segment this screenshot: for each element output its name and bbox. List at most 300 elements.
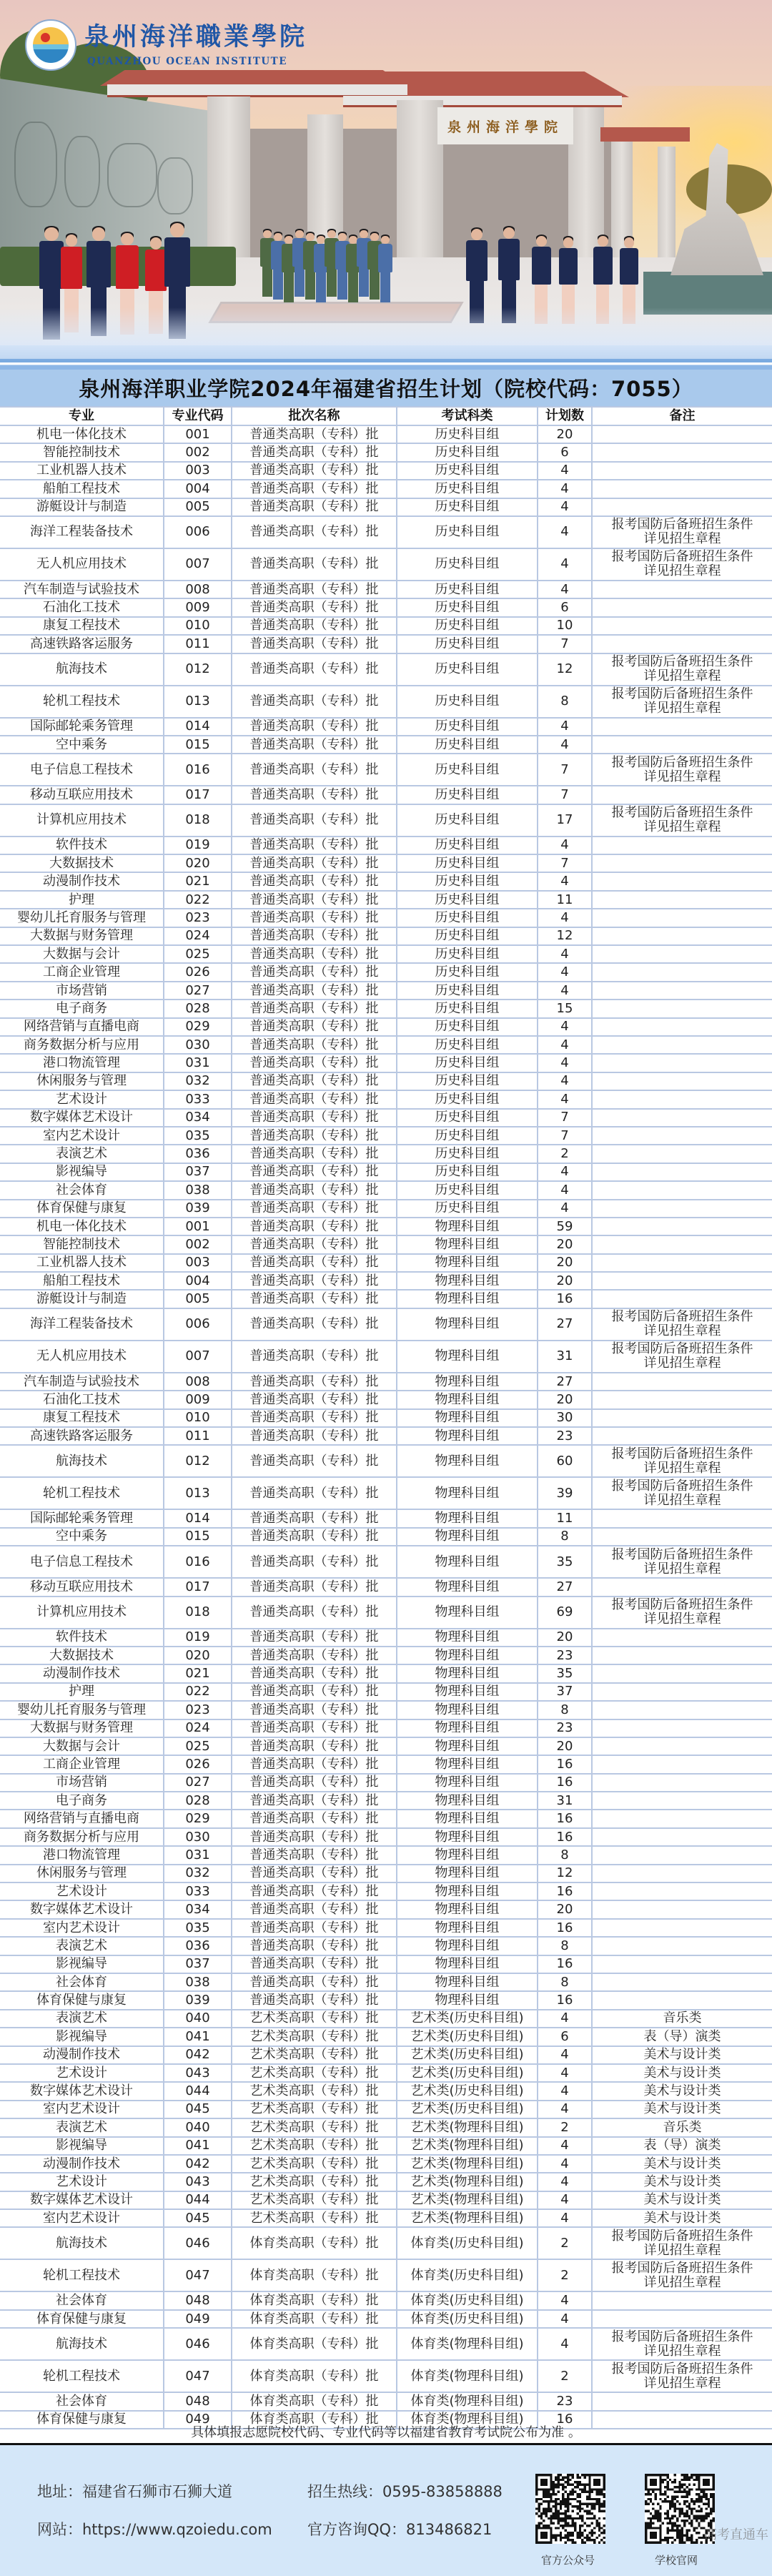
batch-cell: 普通类高职（专科）批 xyxy=(232,1341,397,1373)
batch-cell: 普通类高职（专科）批 xyxy=(232,1218,397,1235)
major-code-cell: 026 xyxy=(164,963,232,981)
major-cell: 大数据与会计 xyxy=(0,1737,164,1755)
subject-cell: 物理科目组 xyxy=(397,1683,538,1701)
major-cell: 大数据与会计 xyxy=(0,945,164,963)
major-code-cell: 001 xyxy=(164,425,232,443)
major-cell: 室内艺术设计 xyxy=(0,2101,164,2118)
table-row xyxy=(0,1865,772,1882)
plan-count-cell: 2 xyxy=(538,1145,592,1163)
remarks-cell xyxy=(592,635,772,653)
batch-cell: 普通类高职（专科）批 xyxy=(232,1477,397,1509)
remarks-cell xyxy=(592,1018,772,1036)
header-remarks: 备注 xyxy=(592,407,772,425)
batch-cell: 普通类高职（专科）批 xyxy=(232,598,397,616)
remarks-cell: 报考国防后备班招生条件 详见招生章程 xyxy=(592,516,772,548)
remarks-cell: 报考国防后备班招生条件 详见招生章程 xyxy=(592,1546,772,1578)
batch-cell: 普通类高职（专科）批 xyxy=(232,1145,397,1163)
batch-cell: 普通类高职（专科）批 xyxy=(232,1163,397,1181)
major-cell: 休闲服务与管理 xyxy=(0,1865,164,1882)
table-row xyxy=(0,963,772,981)
major-code-cell: 049 xyxy=(164,2411,232,2429)
major-cell: 电子信息工程技术 xyxy=(0,754,164,786)
remarks-cell: 美术与设计类 xyxy=(592,2209,772,2227)
remarks-cell xyxy=(592,982,772,1000)
table-row xyxy=(0,1991,772,2009)
table-row xyxy=(0,982,772,1000)
remarks-cell xyxy=(592,581,772,598)
subject-cell: 体育类(历史科目组) xyxy=(397,2259,538,2291)
website-link[interactable]: 网站：https://www.qzoiedu.com xyxy=(37,2521,272,2538)
remarks-cell xyxy=(592,1664,772,1682)
subject-cell: 物理科目组 xyxy=(397,1664,538,1682)
plan-count-cell: 4 xyxy=(538,2173,592,2191)
batch-cell: 普通类高职（专科）批 xyxy=(232,1018,397,1036)
pillar xyxy=(658,147,676,261)
major-cell: 计算机应用技术 xyxy=(0,1597,164,1629)
plan-count-cell: 2 xyxy=(538,2360,592,2392)
plan-count-cell: 20 xyxy=(538,1254,592,1272)
remarks-cell xyxy=(592,718,772,736)
pillar xyxy=(397,100,443,265)
table-row xyxy=(0,909,772,927)
batch-cell: 普通类高职（专科）批 xyxy=(232,1737,397,1755)
major-cell: 海洋工程装备技术 xyxy=(0,1308,164,1341)
subject-cell: 艺术类(物理科目组) xyxy=(397,2155,538,2173)
plan-count-cell: 2 xyxy=(538,2259,592,2291)
subject-cell: 体育类(物理科目组) xyxy=(397,2328,538,2360)
table-row xyxy=(0,2328,772,2360)
header-subject: 考试科类 xyxy=(397,407,538,425)
batch-cell: 普通类高职（专科）批 xyxy=(232,1973,397,1991)
major-cell: 网络营销与直播电商 xyxy=(0,1018,164,1036)
plan-count-cell: 37 xyxy=(538,1683,592,1701)
plan-count-cell: 27 xyxy=(538,1373,592,1391)
subject-cell: 历史科目组 xyxy=(397,462,538,480)
plan-count-cell: 12 xyxy=(538,653,592,686)
plan-count-cell: 16 xyxy=(538,2411,592,2429)
plan-count-cell: 30 xyxy=(538,1409,592,1427)
plan-count-cell: 23 xyxy=(538,1427,592,1445)
table-row xyxy=(0,1090,772,1108)
remarks-cell: 报考国防后备班招生条件 详见招生章程 xyxy=(592,1477,772,1509)
remarks-cell xyxy=(592,1036,772,1054)
remarks-cell xyxy=(592,1509,772,1527)
major-cell: 动漫制作技术 xyxy=(0,872,164,890)
major-cell: 软件技术 xyxy=(0,1629,164,1647)
plan-count-cell: 8 xyxy=(538,686,592,718)
batch-cell: 普通类高职（专科）批 xyxy=(232,1409,397,1427)
major-code-cell: 041 xyxy=(164,2137,232,2155)
remarks-cell xyxy=(592,1629,772,1647)
batch-cell: 普通类高职（专科）批 xyxy=(232,1719,397,1737)
major-cell: 大数据与财务管理 xyxy=(0,1719,164,1737)
batch-cell: 普通类高职（专科）批 xyxy=(232,1597,397,1629)
major-cell: 康复工程技术 xyxy=(0,617,164,635)
table-row xyxy=(0,891,772,909)
subject-cell: 历史科目组 xyxy=(397,598,538,616)
watermark: 高考直通车 xyxy=(704,2527,768,2542)
subject-cell: 历史科目组 xyxy=(397,945,538,963)
table-row xyxy=(0,2118,772,2136)
plan-count-cell: 16 xyxy=(538,1810,592,1827)
batch-cell: 普通类高职（专科）批 xyxy=(232,1647,397,1664)
batch-cell: 普通类高职（专科）批 xyxy=(232,480,397,498)
plan-count-cell: 4 xyxy=(538,1072,592,1090)
major-cell: 社会体育 xyxy=(0,1181,164,1199)
batch-cell: 普通类高职（专科）批 xyxy=(232,1072,397,1090)
subject-cell: 历史科目组 xyxy=(397,1036,538,1054)
major-code-cell: 024 xyxy=(164,1719,232,1737)
batch-cell: 普通类高职（专科）批 xyxy=(232,1235,397,1253)
subject-cell: 历史科目组 xyxy=(397,1000,538,1017)
major-cell: 汽车制造与试验技术 xyxy=(0,1373,164,1391)
remarks-cell xyxy=(592,1991,772,2009)
table-row xyxy=(0,1290,772,1308)
plan-count-cell: 20 xyxy=(538,1235,592,1253)
major-cell: 动漫制作技术 xyxy=(0,2046,164,2064)
table-row xyxy=(0,1181,772,1199)
table-row xyxy=(0,804,772,837)
plan-count-cell: 4 xyxy=(538,2191,592,2209)
remarks-cell xyxy=(592,1109,772,1127)
address: 地址：福建省石狮市石狮大道 xyxy=(37,2483,232,2500)
remarks-cell xyxy=(592,837,772,854)
remarks-cell xyxy=(592,891,772,909)
table-row xyxy=(0,736,772,754)
major-cell: 石油化工技术 xyxy=(0,598,164,616)
plan-count-cell: 4 xyxy=(538,2046,592,2064)
major-code-cell: 019 xyxy=(164,1629,232,1647)
remarks-cell xyxy=(592,1054,772,1072)
major-cell: 港口物流管理 xyxy=(0,1054,164,1072)
plan-count-cell: 16 xyxy=(538,1828,592,1846)
plan-count-cell: 27 xyxy=(538,1308,592,1341)
major-cell: 大数据与财务管理 xyxy=(0,927,164,945)
subject-cell: 物理科目组 xyxy=(397,1647,538,1664)
major-code-cell: 022 xyxy=(164,1683,232,1701)
table-row xyxy=(0,1341,772,1373)
major-cell: 社会体育 xyxy=(0,2392,164,2410)
major-cell: 体育保健与康复 xyxy=(0,1991,164,2009)
major-code-cell: 007 xyxy=(164,1341,232,1373)
major-code-cell: 039 xyxy=(164,1200,232,1218)
subject-cell: 物理科目组 xyxy=(397,1445,538,1477)
subject-cell: 体育类(物理科目组) xyxy=(397,2392,538,2410)
batch-cell: 普通类高职（专科）批 xyxy=(232,498,397,516)
major-code-cell: 016 xyxy=(164,1546,232,1578)
remarks-cell: 美术与设计类 xyxy=(592,2191,772,2209)
subject-cell: 艺术类(历史科目组) xyxy=(397,2101,538,2118)
major-code-cell: 035 xyxy=(164,1919,232,1937)
table-row xyxy=(0,635,772,653)
plan-count-cell: 8 xyxy=(538,1846,592,1864)
table-row xyxy=(0,872,772,890)
major-code-cell: 038 xyxy=(164,1181,232,1199)
batch-cell: 体育类高职（专科）批 xyxy=(232,2392,397,2410)
subject-cell: 物理科目组 xyxy=(397,1955,538,1973)
major-cell: 工商企业管理 xyxy=(0,1755,164,1773)
major-code-cell: 038 xyxy=(164,1973,232,1991)
batch-cell: 普通类高职（专科）批 xyxy=(232,1683,397,1701)
plan-count-cell: 8 xyxy=(538,1937,592,1955)
major-code-cell: 025 xyxy=(164,1737,232,1755)
major-code-cell: 018 xyxy=(164,804,232,837)
table-row xyxy=(0,1973,772,1991)
subject-cell: 艺术类(物理科目组) xyxy=(397,2173,538,2191)
major-cell: 市场营销 xyxy=(0,982,164,1000)
major-code-cell: 027 xyxy=(164,1774,232,1792)
table-row xyxy=(0,1647,772,1664)
batch-cell: 普通类高职（专科）批 xyxy=(232,516,397,548)
batch-cell: 普通类高职（专科）批 xyxy=(232,1792,397,1810)
major-code-cell: 012 xyxy=(164,653,232,686)
plan-count-cell: 4 xyxy=(538,1054,592,1072)
subject-cell: 历史科目组 xyxy=(397,548,538,581)
pillar xyxy=(207,97,250,265)
major-cell: 影视编导 xyxy=(0,1163,164,1181)
photo-fade xyxy=(0,307,772,345)
subject-cell: 艺术类(历史科目组) xyxy=(397,2082,538,2100)
batch-cell: 普通类高职（专科）批 xyxy=(232,982,397,1000)
plan-count-cell: 4 xyxy=(538,2310,592,2328)
batch-cell: 普通类高职（专科）批 xyxy=(232,1109,397,1127)
remarks-cell xyxy=(592,1882,772,1900)
major-cell: 大数据技术 xyxy=(0,854,164,872)
major-cell: 数字媒体艺术设计 xyxy=(0,1900,164,1918)
plan-count-cell: 4 xyxy=(538,2209,592,2227)
batch-cell: 普通类高职（专科）批 xyxy=(232,1546,397,1578)
table-row xyxy=(0,1145,772,1163)
remarks-cell xyxy=(592,1127,772,1145)
major-code-cell: 037 xyxy=(164,1163,232,1181)
major-cell: 大数据技术 xyxy=(0,1647,164,1664)
header-major: 专业 xyxy=(0,407,164,425)
plan-count-cell: 20 xyxy=(538,1737,592,1755)
plan-count-cell: 39 xyxy=(538,1477,592,1509)
subject-cell: 体育类(历史科目组) xyxy=(397,2227,538,2259)
subject-cell: 体育类(历史科目组) xyxy=(397,2291,538,2309)
major-cell: 航海技术 xyxy=(0,1445,164,1477)
subject-cell: 物理科目组 xyxy=(397,1719,538,1737)
major-code-cell: 013 xyxy=(164,1477,232,1509)
subject-cell: 物理科目组 xyxy=(397,1737,538,1755)
remarks-cell: 报考国防后备班招生条件 详见招生章程 xyxy=(592,2328,772,2360)
subject-cell: 历史科目组 xyxy=(397,1145,538,1163)
remarks-cell xyxy=(592,1647,772,1664)
remarks-cell xyxy=(592,1810,772,1827)
batch-cell: 体育类高职（专科）批 xyxy=(232,2360,397,2392)
table-row xyxy=(0,837,772,854)
major-cell: 影视编导 xyxy=(0,2028,164,2045)
batch-cell: 普通类高职（专科）批 xyxy=(232,872,397,890)
batch-cell: 普通类高职（专科）批 xyxy=(232,1810,397,1827)
batch-cell: 普通类高职（专科）批 xyxy=(232,1528,397,1546)
table-row xyxy=(0,1391,772,1408)
batch-cell: 普通类高职（专科）批 xyxy=(232,1127,397,1145)
major-code-cell: 020 xyxy=(164,1647,232,1664)
subject-cell: 物理科目组 xyxy=(397,1477,538,1509)
major-cell: 轮机工程技术 xyxy=(0,2360,164,2392)
plan-count-cell: 4 xyxy=(538,837,592,854)
batch-cell: 普通类高职（专科）批 xyxy=(232,909,397,927)
batch-cell: 体育类高职（专科）批 xyxy=(232,2291,397,2309)
plan-count-cell: 7 xyxy=(538,1109,592,1127)
major-cell: 游艇设计与制造 xyxy=(0,1290,164,1308)
plan-count-cell: 6 xyxy=(538,2028,592,2045)
plan-count-cell: 7 xyxy=(538,754,592,786)
major-cell: 电子商务 xyxy=(0,1792,164,1810)
remarks-cell xyxy=(592,1218,772,1235)
major-code-cell: 043 xyxy=(164,2064,232,2082)
major-code-cell: 047 xyxy=(164,2259,232,2291)
remarks-cell xyxy=(592,1373,772,1391)
subject-cell: 历史科目组 xyxy=(397,754,538,786)
major-code-cell: 029 xyxy=(164,1018,232,1036)
major-code-cell: 002 xyxy=(164,443,232,461)
subject-cell: 历史科目组 xyxy=(397,854,538,872)
major-cell: 社会体育 xyxy=(0,1973,164,1991)
major-code-cell: 013 xyxy=(164,686,232,718)
major-cell: 航海技术 xyxy=(0,653,164,686)
remarks-cell xyxy=(592,1181,772,1199)
enrollment-plan-table xyxy=(0,406,772,2429)
table-row xyxy=(0,1919,772,1937)
remarks-cell xyxy=(592,1846,772,1864)
major-code-cell: 043 xyxy=(164,2173,232,2191)
major-code-cell: 005 xyxy=(164,498,232,516)
major-code-cell: 012 xyxy=(164,1445,232,1477)
table-row xyxy=(0,2155,772,2173)
table-row xyxy=(0,2046,772,2064)
remarks-cell: 报考国防后备班招生条件 详见招生章程 xyxy=(592,548,772,581)
table-row xyxy=(0,1036,772,1054)
plan-count-cell: 4 xyxy=(538,2137,592,2155)
table-row xyxy=(0,1882,772,1900)
batch-cell: 普通类高职（专科）批 xyxy=(232,1308,397,1341)
table-row xyxy=(0,1719,772,1737)
subject-cell: 艺术类(历史科目组) xyxy=(397,2064,538,2082)
major-cell: 工商企业管理 xyxy=(0,963,164,981)
subject-cell: 物理科目组 xyxy=(397,1882,538,1900)
subject-cell: 物理科目组 xyxy=(397,1272,538,1290)
table-row xyxy=(0,718,772,736)
plan-count-cell: 7 xyxy=(538,854,592,872)
table-row xyxy=(0,786,772,804)
major-code-cell: 035 xyxy=(164,1127,232,1145)
major-code-cell: 046 xyxy=(164,2328,232,2360)
remarks-cell: 美术与设计类 xyxy=(592,2155,772,2173)
batch-cell: 普通类高职（专科）批 xyxy=(232,1664,397,1682)
major-code-cell: 003 xyxy=(164,1254,232,1272)
major-code-cell: 024 xyxy=(164,927,232,945)
table-row xyxy=(0,443,772,461)
plan-count-cell: 8 xyxy=(538,1701,592,1719)
subject-cell: 历史科目组 xyxy=(397,982,538,1000)
table-row xyxy=(0,1127,772,1145)
major-cell: 动漫制作技术 xyxy=(0,1664,164,1682)
batch-cell: 普通类高职（专科）批 xyxy=(232,1290,397,1308)
plan-count-cell: 11 xyxy=(538,1509,592,1527)
subject-cell: 历史科目组 xyxy=(397,425,538,443)
major-cell: 艺术设计 xyxy=(0,1090,164,1108)
subject-cell: 物理科目组 xyxy=(397,1509,538,1527)
table-row xyxy=(0,1578,772,1596)
major-code-cell: 003 xyxy=(164,462,232,480)
batch-cell: 普通类高职（专科）批 xyxy=(232,1701,397,1719)
subject-cell: 历史科目组 xyxy=(397,963,538,981)
table-row xyxy=(0,1072,772,1090)
batch-cell: 体育类高职（专科）批 xyxy=(232,2310,397,2328)
batch-cell: 体育类高职（专科）批 xyxy=(232,2227,397,2259)
major-code-cell: 015 xyxy=(164,1528,232,1546)
subject-cell: 物理科目组 xyxy=(397,1937,538,1955)
subject-cell: 物理科目组 xyxy=(397,1991,538,2009)
major-code-cell: 047 xyxy=(164,2360,232,2392)
subject-cell: 物理科目组 xyxy=(397,1865,538,1882)
remarks-cell xyxy=(592,1737,772,1755)
major-code-cell: 031 xyxy=(164,1846,232,1864)
remarks-cell: 报考国防后备班招生条件 详见招生章程 xyxy=(592,1341,772,1373)
subject-cell: 物理科目组 xyxy=(397,1341,538,1373)
plan-count-cell: 7 xyxy=(538,635,592,653)
remarks-cell: 报考国防后备班招生条件 详见招生章程 xyxy=(592,2227,772,2259)
major-cell: 国际邮轮乘务管理 xyxy=(0,1509,164,1527)
major-cell: 智能控制技术 xyxy=(0,1235,164,1253)
subject-cell: 物理科目组 xyxy=(397,1774,538,1792)
table-row xyxy=(0,1054,772,1072)
major-code-cell: 006 xyxy=(164,1308,232,1341)
major-cell: 表演艺术 xyxy=(0,1937,164,1955)
subject-cell: 历史科目组 xyxy=(397,653,538,686)
campus-photo-banner xyxy=(0,0,772,345)
major-cell: 表演艺术 xyxy=(0,2118,164,2136)
batch-cell: 艺术类高职（专科）批 xyxy=(232,2118,397,2136)
table-row xyxy=(0,1828,772,1846)
batch-cell: 普通类高职（专科）批 xyxy=(232,1955,397,1973)
batch-cell: 普通类高职（专科）批 xyxy=(232,1090,397,1108)
subject-cell: 历史科目组 xyxy=(397,1090,538,1108)
batch-cell: 普通类高职（专科）批 xyxy=(232,854,397,872)
table-row xyxy=(0,1427,772,1445)
major-cell: 移动互联应用技术 xyxy=(0,786,164,804)
subject-cell: 物理科目组 xyxy=(397,1391,538,1408)
table-row xyxy=(0,1018,772,1036)
batch-cell: 普通类高职（专科）批 xyxy=(232,581,397,598)
major-code-cell: 008 xyxy=(164,581,232,598)
table-row xyxy=(0,1109,772,1127)
subject-cell: 历史科目组 xyxy=(397,736,538,754)
plan-count-cell: 4 xyxy=(538,2010,592,2028)
remarks-cell xyxy=(592,1719,772,1737)
major-code-cell: 026 xyxy=(164,1755,232,1773)
subject-cell: 历史科目组 xyxy=(397,718,538,736)
table-row xyxy=(0,1528,772,1546)
plan-count-cell: 11 xyxy=(538,891,592,909)
qr2-label: 学校官网 xyxy=(655,2554,698,2567)
batch-cell: 普通类高职（专科）批 xyxy=(232,635,397,653)
major-code-cell: 044 xyxy=(164,2191,232,2209)
logo-english-name: QUANZHOU OCEAN INSTITUTE xyxy=(87,56,288,67)
plan-count-cell: 4 xyxy=(538,1036,592,1054)
batch-cell: 普通类高职（专科）批 xyxy=(232,1181,397,1199)
major-cell: 无人机应用技术 xyxy=(0,1341,164,1373)
subject-cell: 物理科目组 xyxy=(397,1254,538,1272)
table-row xyxy=(0,1445,772,1477)
plan-count-cell: 4 xyxy=(538,2291,592,2309)
subject-cell: 物理科目组 xyxy=(397,1973,538,1991)
plan-count-cell: 16 xyxy=(538,1755,592,1773)
major-cell: 空中乘务 xyxy=(0,1528,164,1546)
